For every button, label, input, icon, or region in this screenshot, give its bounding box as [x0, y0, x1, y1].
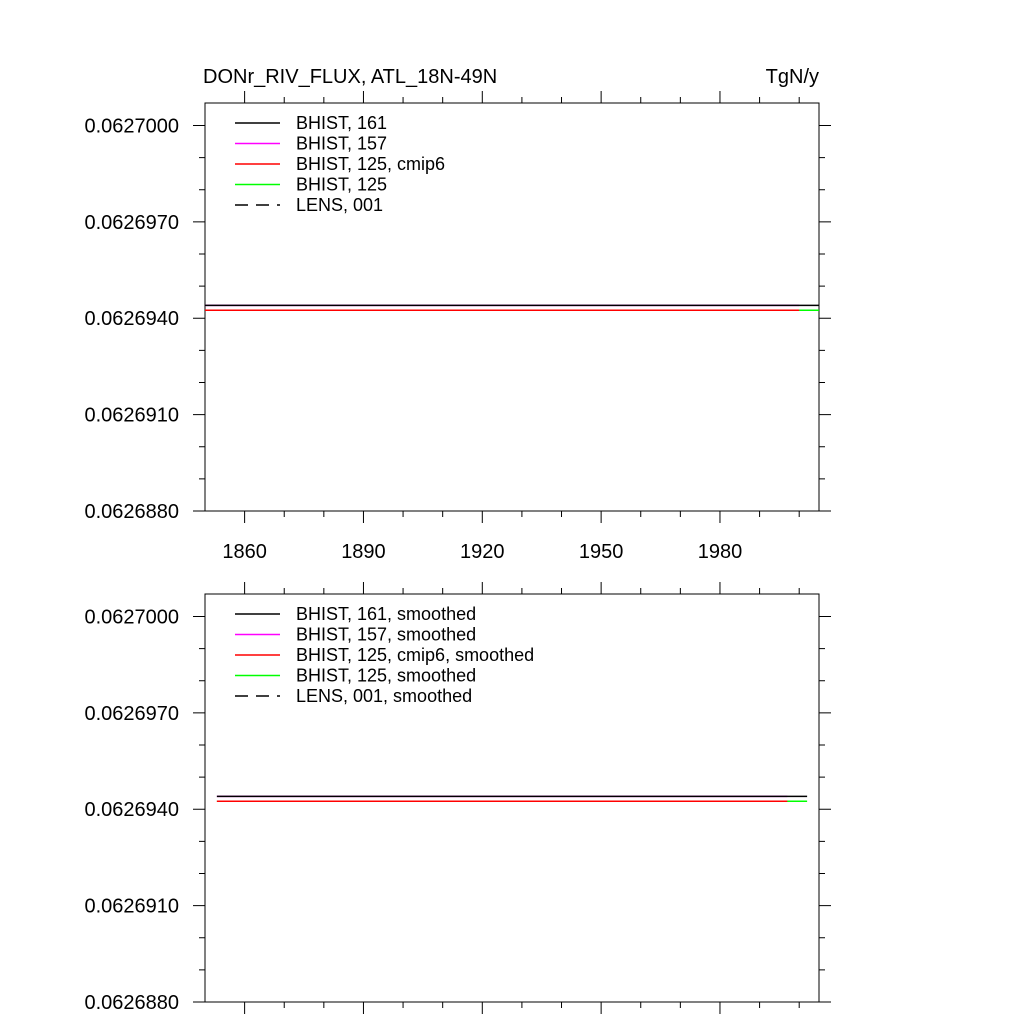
chart-title: DONr_RIV_FLUX, ATL_18N-49N: [203, 66, 498, 88]
legend-label: BHIST, 125, cmip6: [296, 154, 446, 174]
y-tick-label: 0.0626910: [84, 895, 179, 918]
chart-panel-2: [84, 582, 831, 1014]
x-tick-label: 1890: [341, 541, 386, 563]
legend-label: BHIST, 157: [296, 133, 388, 154]
y-tick-label: 0.0627000: [84, 606, 179, 629]
x-tick-label: 1920: [460, 541, 505, 563]
legend-label: BHIST, 125, cmip6, smoothed: [296, 645, 535, 665]
units-label: TgN/y: [765, 66, 819, 88]
x-tick-label: 1860: [222, 541, 267, 563]
y-tick-label: 0.0626880: [84, 992, 179, 1014]
x-tick-label: 1980: [697, 541, 743, 563]
legend-label: LENS, 001, smoothed: [296, 686, 473, 706]
legend-label: BHIST, 157, smoothed: [296, 624, 477, 645]
y-tick-label: 0.0626970: [84, 211, 179, 234]
legend-label: BHIST, 125, smoothed: [296, 665, 477, 686]
y-tick-label: 0.0626940: [84, 799, 179, 822]
y-tick-label: 0.0627000: [84, 115, 179, 138]
legend-label: LENS, 001: [296, 195, 384, 215]
y-tick-label: 0.0626940: [84, 308, 179, 331]
y-tick-label: 0.0626880: [84, 501, 179, 523]
x-tick-label: 1950: [578, 541, 624, 563]
y-tick-label: 0.0626970: [84, 702, 179, 725]
chart-panel-1: [84, 66, 831, 563]
legend-label: BHIST, 161: [296, 113, 388, 133]
y-tick-label: 0.0626910: [84, 404, 179, 427]
legend-label: BHIST, 161, smoothed: [296, 604, 477, 624]
legend-label: BHIST, 125: [296, 174, 388, 195]
